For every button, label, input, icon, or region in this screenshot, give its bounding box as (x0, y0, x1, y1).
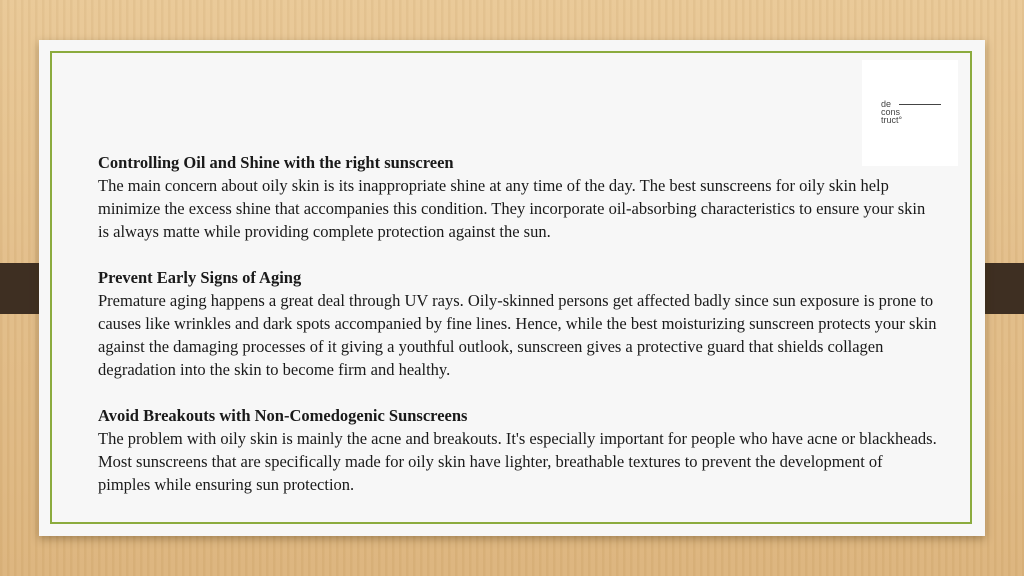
section-heading: Avoid Breakouts with Non-Comedogenic Sunscreens (98, 406, 468, 425)
logo-rule (899, 104, 941, 105)
logo-wordmark: de cons truct° (881, 99, 903, 125)
section-aging (98, 266, 938, 381)
section-breakouts (98, 404, 938, 496)
section-body: The main concern about oily skin is its inappropriate shine at any time of the day. The best sunscreens for oily skin help minimize the excess shine that accompanies this condition. They incorporate oil-absorbing characteristics to ensure your skin is always matte while providing complete protection against the sun. (98, 176, 926, 241)
section-body: The problem with oily skin is mainly the acne and breakouts. It's especially important for people who have acne or blackheads. Most sunscreens that are specifically made for oily skin have lighter, breathable textures to prevent the development of pimples while ensuring sun protection. (98, 429, 937, 494)
section-heading: Controlling Oil and Shine with the right sunscreen (98, 153, 454, 172)
section-heading: Prevent Early Signs of Aging (98, 268, 302, 287)
section-oil-control (98, 151, 938, 243)
slide-content (98, 151, 938, 519)
section-body: Premature aging happens a great deal through UV rays. Oily-skinned persons get affected badly since sun exposure is prone to causes like wrinkles and dark spots accompanied by fine lines. Hence, while the best moisturizing sunscreen protects your skin against the damaging processes of it giving a youthful outlook, sunscreen gives a protective guard that shields collagen degradation into the skin to become firm and healthy. (98, 291, 937, 379)
